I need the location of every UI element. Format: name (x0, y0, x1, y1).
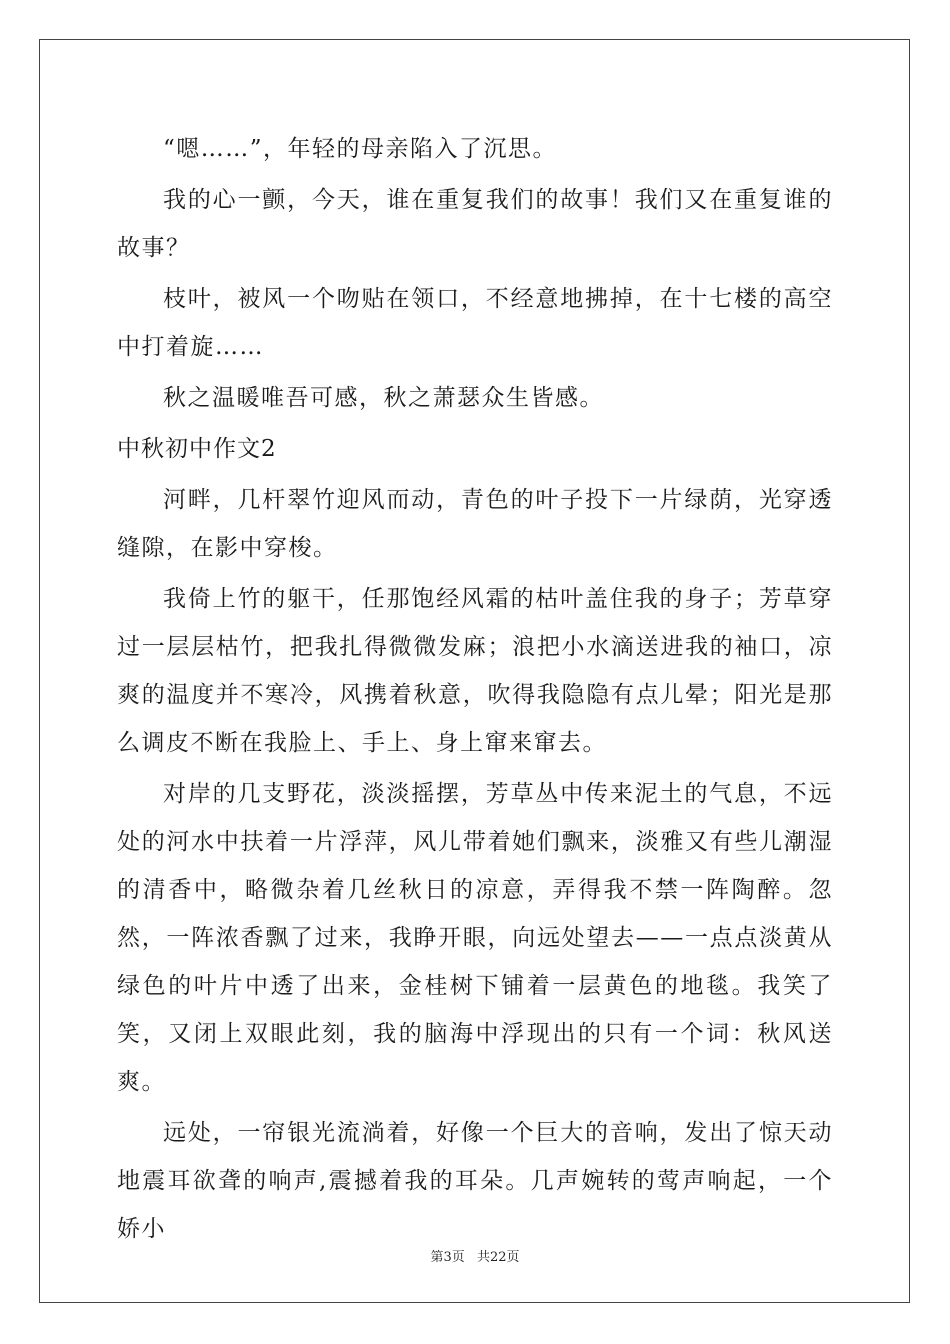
page-total: 共22页 (476, 1250, 520, 1265)
paragraph: 河畔，几杆翠竹迎风而动，青色的叶子投下一片绿荫，光穿透缝隙，在影中穿梭。 (117, 487, 833, 561)
paragraph: “嗯……”，年轻的母亲陷入了沉思。 (163, 136, 558, 162)
page-number: 第3页 (430, 1250, 465, 1265)
paragraph: 我倚上竹的躯干，任那饱经风霜的枯叶盖住我的身子；芳草穿过一层层枯竹，把我扎得微微发麻；浪把小水滴送进我的袖口，凉爽的温度并不寒冷，风携着秋意，吹得我隐隐有点儿晕；阳光是那么调皮不断在我脸上、手上、身上窜来窜去。 (117, 586, 833, 756)
paragraph: 枝叶，被风一个吻贴在领口，不经意地拂掉，在十七楼的高空中打着旋…… (117, 286, 833, 360)
section-heading: 中秋初中作文2 (117, 436, 277, 462)
paragraph: 秋之温暖唯吾可感，秋之萧瑟众生皆感。 (163, 385, 604, 411)
paragraph: 我的心一颤，今天，谁在重复我们的故事！我们又在重复谁的故事？ (117, 187, 833, 261)
paragraph: 对岸的几支野花，淡淡摇摆，芳草丛中传来泥土的气息，不远处的河水中扶着一片浮萍，风儿带着她们飘来，淡雅又有些儿潮湿的清香中，略微杂着几丝秋日的凉意，弄得我不禁一阵陶醉。忽然，一阵浓香飘了过来，我睁开眼，向远处望去——一点点淡黄从绿色的叶片中透了出来，金桂树下铺着一层黄色的地毯。我笑了笑，又闭上双眼此刻，我的脑海中浮现出的只有一个词：秋风送爽。 (117, 781, 833, 1095)
page-footer (0, 1246, 950, 1265)
document-body (117, 125, 833, 1256)
paragraph: 远处，一帘银光流淌着，好像一个巨大的音响，发出了惊天动地震耳欲聋的响声,震撼着我的耳朵。几声婉转的莺声响起，一个娇小 (117, 1120, 833, 1242)
